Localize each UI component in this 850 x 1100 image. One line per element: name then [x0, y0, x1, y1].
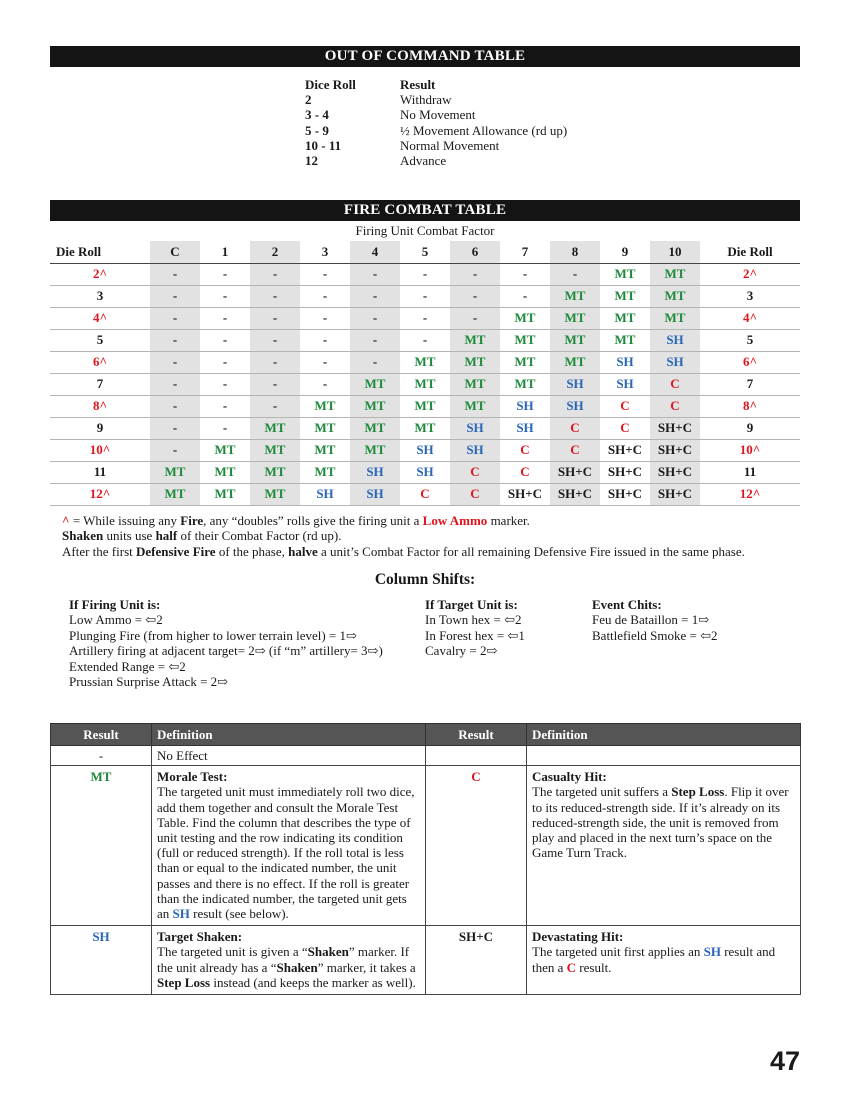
header-definition: Definition: [152, 724, 426, 746]
result-cell: MT: [500, 307, 550, 329]
inline-c: C: [566, 959, 577, 975]
result-cell: SH: [450, 439, 500, 461]
shift-item: Artillery firing at adjacent target= 2⇨ (if “m” artillery= 3⇨): [69, 643, 383, 659]
result-cell: C: [600, 395, 650, 417]
fire-combat-header-row: [50, 241, 800, 263]
result-cell: SH: [650, 329, 700, 351]
result-cell: MT: [500, 351, 550, 373]
ooc-result: Withdraw: [400, 92, 452, 108]
shifts-heading: If Firing Unit is:: [69, 597, 161, 612]
shift-item: Plunging Fire (from higher to lower terrain level) = 1⇨: [69, 627, 357, 643]
result-cell: C: [400, 483, 450, 505]
die-roll-cell: 2^: [50, 263, 150, 285]
result-cell: MT: [650, 263, 700, 285]
result-cell: C: [550, 417, 600, 439]
die-roll-cell: 6^: [50, 351, 150, 373]
note-line: [62, 528, 745, 543]
result-cell: MT: [250, 417, 300, 439]
empty-cell: [527, 746, 801, 766]
result-cell: -: [300, 307, 350, 329]
combat-factor-header: 3: [300, 241, 350, 263]
ooc-row: [305, 107, 625, 122]
inline-sh: SH: [172, 906, 190, 922]
result-cell: MT: [550, 285, 600, 307]
result-cell: -: [150, 263, 200, 285]
result-cell: SH+C: [650, 417, 700, 439]
ooc-roll: 2: [305, 92, 312, 108]
result-cell: MT: [350, 373, 400, 395]
shift-item: In Town hex = ⇦2: [425, 612, 522, 628]
result-cell: -: [150, 439, 200, 461]
die-roll-cell: 3: [50, 285, 150, 307]
result-cell: MT: [150, 483, 200, 505]
result-cell: SH: [350, 483, 400, 505]
inline-step-loss: Step Loss: [671, 784, 725, 800]
combat-factor-header: 1: [200, 241, 250, 263]
result-cell: -: [150, 329, 200, 351]
ooc-roll: 10 - 11: [305, 137, 342, 153]
inline-shaken: Shaken: [307, 944, 349, 960]
die-roll-cell: 8^: [700, 395, 800, 417]
result-cell: MT: [500, 373, 550, 395]
result-cell: MT: [200, 461, 250, 483]
definition-text: result (see below).: [189, 906, 289, 922]
die-roll-cell: 10^: [700, 439, 800, 461]
ooc-result: No Movement: [400, 107, 476, 123]
fire-combat-row: [50, 263, 800, 285]
result-cell: SH: [400, 439, 450, 461]
shift-item: Feu de Bataillon = 1⇨: [592, 612, 710, 628]
fire-combat-table: [50, 241, 800, 506]
result-cell: SH: [300, 483, 350, 505]
die-roll-cell: 9: [50, 417, 150, 439]
result-cell: -: [250, 307, 300, 329]
result-cell: SH: [400, 461, 450, 483]
result-cell: -: [150, 307, 200, 329]
result-mt: MT: [51, 766, 152, 926]
combat-factor-header: 10: [650, 241, 700, 263]
result-cell: MT: [650, 285, 700, 307]
result-cell: MT: [300, 395, 350, 417]
header-result: Result: [426, 724, 527, 746]
combat-factor-header: 5: [400, 241, 450, 263]
result-cell: SH: [500, 395, 550, 417]
result-cell: MT: [450, 395, 500, 417]
result-cell: -: [500, 285, 550, 307]
result-cell: -: [400, 329, 450, 351]
result-cell: C: [450, 483, 500, 505]
result-cell: MT: [350, 439, 400, 461]
result-cell: SH+C: [650, 461, 700, 483]
ooc-result: ½ Movement Allowance (rd up): [400, 122, 568, 138]
die-roll-cell: 3: [700, 285, 800, 307]
definition-text: The targeted unit suffers a: [532, 784, 672, 800]
note-line: [62, 513, 745, 528]
shifts-event-chits: [592, 597, 717, 643]
result-cell: SH: [550, 373, 600, 395]
result-cell: -: [400, 263, 450, 285]
definition-devastating-hit: [527, 926, 801, 995]
definition-text: The targeted unit must immediately roll two dice, add them together and consult the Morale Test Table. Find the column that describes the type of unit testing and the row indicating its condition (full or reduced strength). If the roll total is less than or equal to the indicated number, the unit passes and there is no effect. If the roll is greater than the indicated number, the targeted unit gets an: [157, 784, 415, 922]
result-cell: MT: [350, 417, 400, 439]
die-roll-header: Die Roll: [700, 241, 800, 263]
note-text: a unit’s Combat Factor for all remaining Defensive Fire issued in the same phase.: [317, 543, 745, 559]
note-text: , any “doubles” rolls give the firing unit a: [203, 513, 423, 528]
inline-shaken: Shaken: [276, 959, 318, 975]
shifts-heading: Event Chits:: [592, 597, 662, 612]
result-cell: SH+C: [550, 461, 600, 483]
result-cell: MT: [200, 439, 250, 461]
shift-item: Prussian Surprise Attack = 2⇨: [69, 674, 229, 690]
result-cell: SH+C: [650, 439, 700, 461]
result-cell: MT: [400, 417, 450, 439]
result-cell: MT: [300, 439, 350, 461]
fire-combat-row: [50, 373, 800, 395]
ooc-header-result: Result: [400, 77, 436, 92]
fire-combat-row: [50, 395, 800, 417]
ooc-header-row: [305, 77, 625, 92]
fire-combat-row: [50, 461, 800, 483]
fire-combat-notes: [62, 513, 745, 559]
note-line: [62, 544, 745, 559]
result-cell: -: [300, 351, 350, 373]
fire-combat-row: [50, 351, 800, 373]
column-shifts-title: Column Shifts:: [374, 571, 476, 588]
note-bold: Defensive Fire: [136, 543, 216, 559]
fire-combat-subtitle: Firing Unit Combat Factor: [355, 223, 495, 238]
die-roll-cell: 4^: [700, 307, 800, 329]
fire-combat-title: FIRE COMBAT TABLE: [50, 200, 800, 221]
inline-sh: SH: [703, 944, 721, 960]
header-definition: Definition: [527, 724, 801, 746]
definition-row: [51, 926, 801, 995]
result-cell: SH: [350, 461, 400, 483]
result-cell: -: [150, 373, 200, 395]
result-cell: -: [150, 417, 200, 439]
result-cell: SH+C: [600, 461, 650, 483]
definitions-header-row: [51, 724, 801, 746]
die-roll-cell: 9: [700, 417, 800, 439]
result-cell: -: [250, 395, 300, 417]
result-cell: -: [300, 285, 350, 307]
shifts-target-unit: [425, 597, 525, 659]
result-cell: -: [500, 263, 550, 285]
ooc-roll: 3 - 4: [305, 107, 329, 123]
die-roll-cell: 7: [700, 373, 800, 395]
header-result: Result: [51, 724, 152, 746]
result-cell: -: [250, 351, 300, 373]
result-cell: -: [150, 285, 200, 307]
note-bold: Fire: [180, 513, 204, 528]
result-cell: -: [450, 263, 500, 285]
result-cell: SH+C: [650, 483, 700, 505]
result-cell: -: [250, 285, 300, 307]
definition-title: Casualty Hit:: [532, 769, 607, 785]
die-roll-cell: 8^: [50, 395, 150, 417]
result-cell: MT: [550, 351, 600, 373]
result-cell: MT: [200, 483, 250, 505]
combat-factor-header: 9: [600, 241, 650, 263]
result-cell: -: [200, 417, 250, 439]
result-cell: -: [350, 263, 400, 285]
fire-combat-row: [50, 439, 800, 461]
result-definitions-table: [50, 723, 801, 995]
result-cell: -: [550, 263, 600, 285]
result-cell: C: [500, 439, 550, 461]
definition-text: ” marker, it takes a: [317, 959, 416, 975]
fire-combat-row: [50, 307, 800, 329]
inline-step-loss: Step Loss: [157, 974, 211, 990]
note-bold: halve: [288, 543, 318, 559]
note-text: marker.: [487, 513, 530, 528]
result-cell: MT: [400, 395, 450, 417]
ooc-row: [305, 123, 625, 138]
result-cell: C: [500, 461, 550, 483]
result-cell: -: [300, 329, 350, 351]
definition-text: The targeted unit is given a “: [157, 944, 308, 960]
result-cell: MT: [650, 307, 700, 329]
ooc-row: [305, 153, 625, 168]
result-cell: -: [400, 285, 450, 307]
result-cell: C: [650, 395, 700, 417]
result-cell: MT: [450, 329, 500, 351]
result-cell: -: [150, 351, 200, 373]
result-cell: MT: [150, 461, 200, 483]
result-no-effect: -: [51, 746, 152, 766]
result-cell: SH+C: [550, 483, 600, 505]
result-cell: SH: [550, 395, 600, 417]
result-cell: -: [200, 307, 250, 329]
combat-factor-header: 4: [350, 241, 400, 263]
definition-row: [51, 766, 801, 926]
result-cell: SH: [650, 351, 700, 373]
note-low-ammo: Low Ammo: [422, 513, 488, 528]
result-cell: -: [200, 285, 250, 307]
note-bold: half: [155, 528, 178, 544]
result-cell: -: [200, 395, 250, 417]
result-cell: -: [150, 395, 200, 417]
result-cell: -: [300, 373, 350, 395]
result-cell: SH: [450, 417, 500, 439]
result-cell: MT: [600, 329, 650, 351]
result-cell: -: [200, 263, 250, 285]
result-cell: -: [350, 307, 400, 329]
result-cell: MT: [250, 483, 300, 505]
ooc-row: [305, 92, 625, 107]
definition-title: Morale Test:: [157, 769, 228, 785]
result-c: C: [426, 766, 527, 926]
definition-text: . Flip it over to its reduced-strength side. If it’s already on its reduced-strength side, the unit is removed from play and placed in the next turn’s space on the Game Turn Track.: [532, 784, 789, 861]
result-cell: -: [200, 351, 250, 373]
page-number: 47: [769, 1046, 800, 1076]
fire-combat-row: [50, 483, 800, 505]
ooc-header-dice: Dice Roll: [305, 77, 356, 92]
definition-text: result and then a: [532, 944, 776, 975]
fire-combat-row: [50, 285, 800, 307]
die-roll-cell: 6^: [700, 351, 800, 373]
definition-no-effect: No Effect: [152, 746, 426, 766]
out-of-command-title: OUT OF COMMAND TABLE: [50, 46, 800, 67]
combat-factor-header: 2: [250, 241, 300, 263]
result-sh-c: SH+C: [426, 926, 527, 995]
result-cell: -: [350, 285, 400, 307]
result-cell: MT: [550, 329, 600, 351]
result-cell: C: [450, 461, 500, 483]
shift-item: Cavalry = 2⇨: [425, 643, 498, 659]
ooc-roll: 12: [305, 152, 318, 168]
shift-item: In Forest hex = ⇦1: [425, 627, 525, 643]
result-cell: SH: [600, 351, 650, 373]
definition-text: ” marker. If the unit already has a “: [157, 944, 410, 975]
result-cell: -: [200, 373, 250, 395]
ooc-result: Normal Movement: [400, 137, 500, 153]
combat-factor-header: C: [150, 241, 200, 263]
note-text: of the phase,: [215, 543, 289, 559]
definition-target-shaken: [152, 926, 426, 995]
note-caret: ^: [62, 513, 70, 528]
definition-title: Devastating Hit:: [532, 929, 624, 945]
result-cell: MT: [450, 351, 500, 373]
result-cell: MT: [400, 351, 450, 373]
result-cell: SH: [600, 373, 650, 395]
result-cell: MT: [250, 461, 300, 483]
result-cell: MT: [600, 263, 650, 285]
definition-text: instead (and keeps the marker as well).: [210, 974, 416, 990]
definition-text: The targeted unit first applies an: [532, 944, 704, 960]
die-roll-cell: 4^: [50, 307, 150, 329]
definition-row: [51, 746, 801, 766]
note-text: After the first: [62, 543, 137, 559]
die-roll-cell: 5: [50, 329, 150, 351]
shifts-firing-unit: [69, 597, 383, 689]
result-cell: C: [550, 439, 600, 461]
ooc-row: [305, 138, 625, 153]
definition-text: result.: [576, 959, 612, 975]
die-roll-cell: 12^: [700, 483, 800, 505]
definition-title: Target Shaken:: [157, 929, 243, 945]
result-cell: -: [350, 351, 400, 373]
result-cell: C: [650, 373, 700, 395]
result-cell: SH+C: [500, 483, 550, 505]
result-cell: SH+C: [600, 439, 650, 461]
result-cell: MT: [600, 307, 650, 329]
result-cell: -: [250, 329, 300, 351]
result-cell: MT: [400, 373, 450, 395]
result-cell: MT: [250, 439, 300, 461]
result-sh: SH: [51, 926, 152, 995]
note-bold: Shaken: [62, 528, 104, 544]
definition-casualty-hit: [527, 766, 801, 926]
result-cell: MT: [450, 373, 500, 395]
combat-factor-header: 8: [550, 241, 600, 263]
definition-morale-test: [152, 766, 426, 926]
fire-combat-body: [50, 263, 800, 505]
out-of-command-table: [305, 77, 625, 168]
combat-factor-header: 7: [500, 241, 550, 263]
ooc-result: Advance: [400, 152, 447, 168]
note-text: of their Combat Factor (rd up).: [177, 528, 342, 544]
result-cell: MT: [300, 417, 350, 439]
die-roll-cell: 2^: [700, 263, 800, 285]
note-text: = While issuing any: [69, 513, 181, 528]
fire-combat-row: [50, 417, 800, 439]
shift-item: Battlefield Smoke = ⇦2: [592, 627, 718, 643]
empty-cell: [426, 746, 527, 766]
die-roll-cell: 10^: [50, 439, 150, 461]
die-roll-header: Die Roll: [50, 241, 150, 263]
result-cell: -: [400, 307, 450, 329]
die-roll-cell: 11: [50, 461, 150, 483]
result-cell: C: [600, 417, 650, 439]
note-text: units use: [103, 528, 156, 544]
result-cell: -: [200, 329, 250, 351]
die-roll-cell: 7: [50, 373, 150, 395]
result-cell: MT: [300, 461, 350, 483]
result-cell: -: [350, 329, 400, 351]
die-roll-cell: 12^: [50, 483, 150, 505]
result-cell: MT: [550, 307, 600, 329]
ooc-roll: 5 - 9: [305, 122, 329, 138]
result-cell: SH: [500, 417, 550, 439]
die-roll-cell: 11: [700, 461, 800, 483]
combat-factor-header: 6: [450, 241, 500, 263]
shift-item: Extended Range = ⇦2: [69, 658, 186, 674]
result-cell: MT: [350, 395, 400, 417]
shifts-heading: If Target Unit is:: [425, 597, 518, 612]
shift-item: Low Ammo = ⇦2: [69, 612, 163, 628]
result-cell: -: [250, 263, 300, 285]
fire-combat-row: [50, 329, 800, 351]
result-cell: -: [300, 263, 350, 285]
result-cell: -: [250, 373, 300, 395]
result-cell: -: [450, 285, 500, 307]
result-cell: MT: [500, 329, 550, 351]
die-roll-cell: 5: [700, 329, 800, 351]
result-cell: SH+C: [600, 483, 650, 505]
result-cell: -: [450, 307, 500, 329]
result-cell: MT: [600, 285, 650, 307]
